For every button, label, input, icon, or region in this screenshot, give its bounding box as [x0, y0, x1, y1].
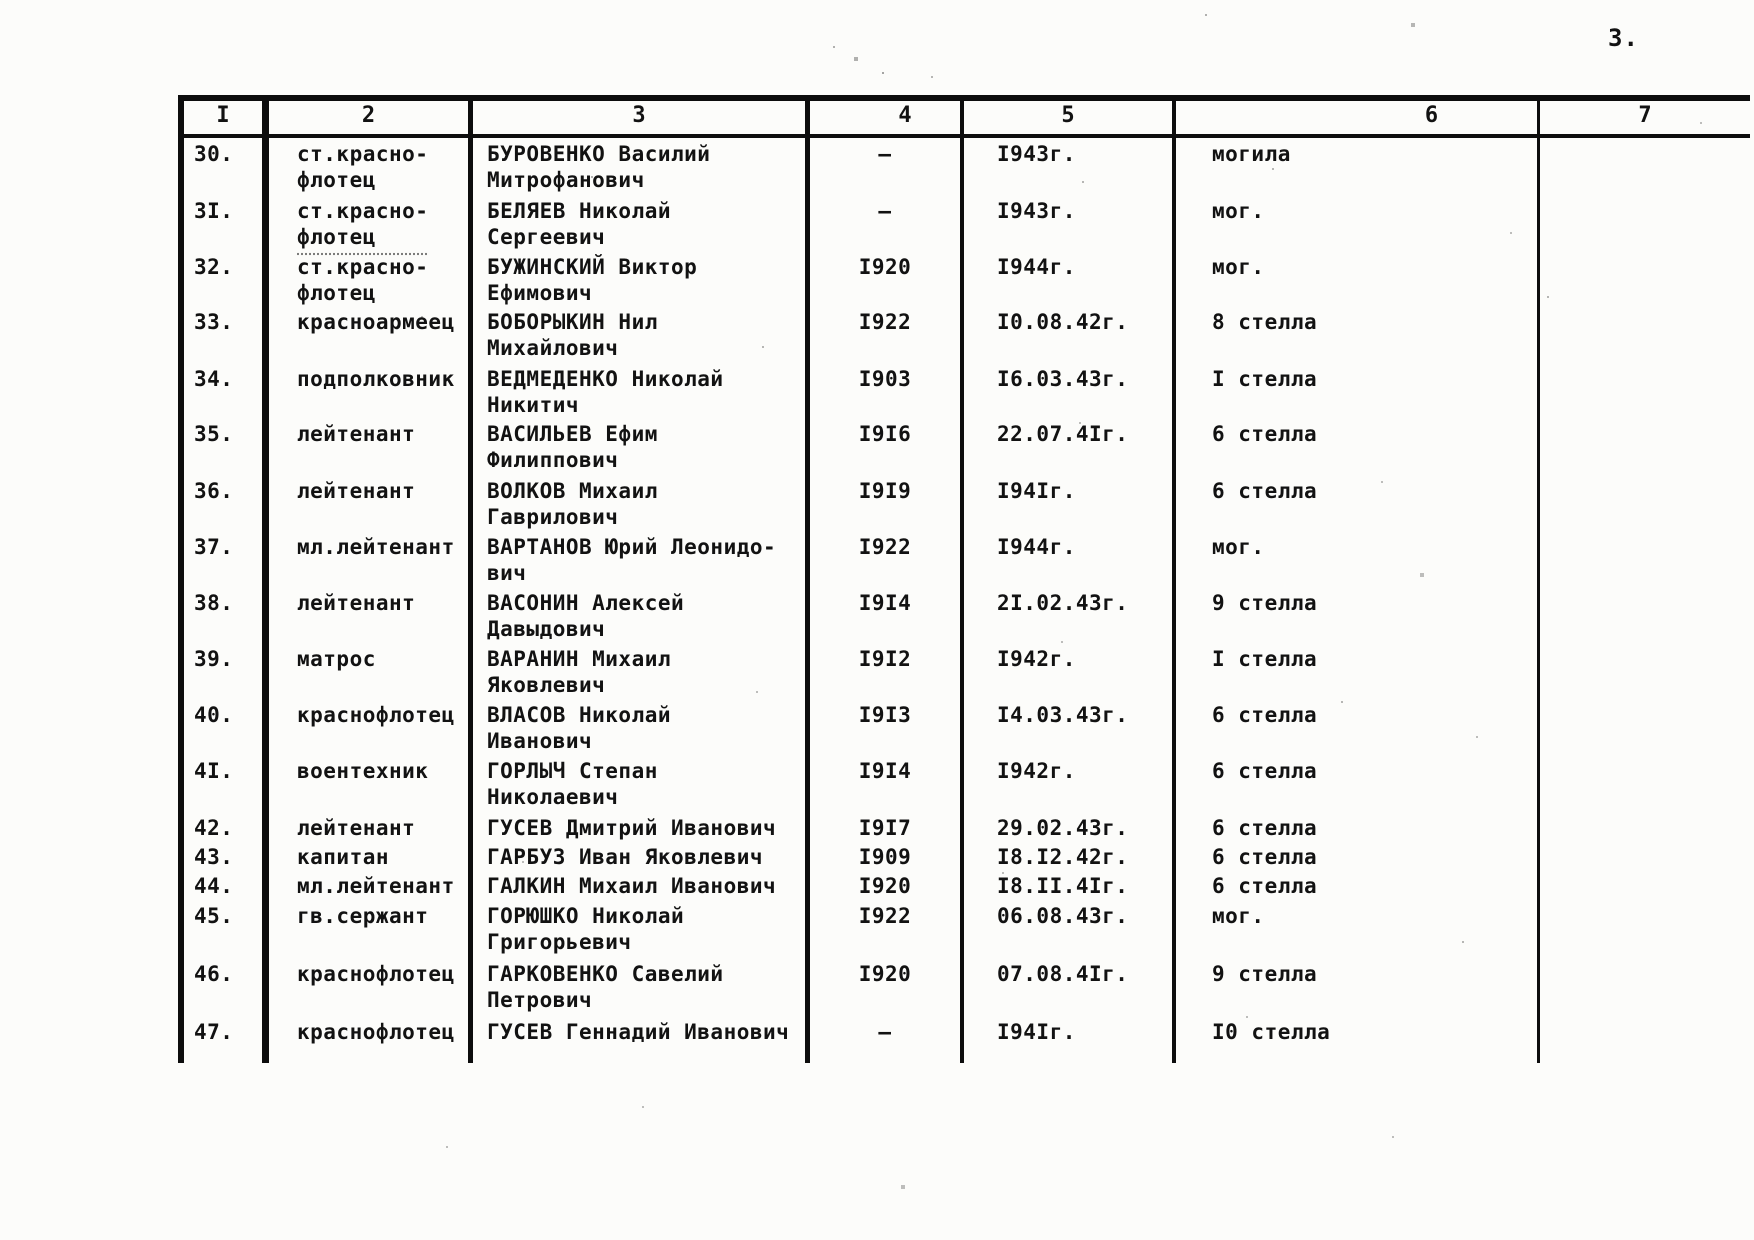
- cell-note: [1537, 251, 1750, 306]
- column-header-2: 2: [262, 101, 468, 134]
- cell-rank: лейтенант: [262, 812, 468, 841]
- table-row: [178, 643, 1750, 699]
- cell-number: 40.: [178, 699, 262, 755]
- cell-note: [1537, 306, 1750, 363]
- cell-note: [1537, 812, 1750, 841]
- cell-grave: I0 стелла: [1172, 1016, 1537, 1063]
- cell-number: 43.: [178, 841, 262, 870]
- cell-grave: 6 стелла: [1172, 841, 1537, 870]
- cell-birth-year: –: [805, 1016, 960, 1063]
- cell-death-date: I0.08.42г.: [960, 306, 1172, 363]
- cell-birth-year: I922: [805, 306, 960, 363]
- table-body: [178, 138, 1750, 1063]
- cell-death-date: I943г.: [960, 195, 1172, 251]
- cell-rank: капитан: [262, 841, 468, 870]
- cell-birth-year: I9I4: [805, 755, 960, 812]
- cell-note: [1537, 587, 1750, 643]
- cell-rank: краснофлотец: [262, 1016, 468, 1063]
- cell-death-date: 22.07.4Iг.: [960, 418, 1172, 475]
- cell-name: ГУСЕВ Геннадий Иванович: [468, 1016, 805, 1063]
- cell-birth-year: I9I6: [805, 418, 960, 475]
- table-row: [178, 900, 1750, 958]
- column-header-3: 3: [468, 101, 805, 134]
- cell-grave: 6 стелла: [1172, 812, 1537, 841]
- cell-note: [1537, 531, 1750, 587]
- cell-birth-year: –: [805, 195, 960, 251]
- cell-death-date: 06.08.43г.: [960, 900, 1172, 958]
- cell-note: [1537, 475, 1750, 531]
- cell-name: ГАРКОВЕНКО Савелий Петрович: [468, 958, 805, 1016]
- cell-rank: воентехник: [262, 755, 468, 812]
- cell-birth-year: I9I4: [805, 587, 960, 643]
- cell-rank: лейтенант: [262, 475, 468, 531]
- cell-rank: краснофлотец: [262, 699, 468, 755]
- cell-rank: ст.красно- флотец: [262, 251, 468, 306]
- cell-rank: красноармеец: [262, 306, 468, 363]
- cell-grave: мог.: [1172, 195, 1537, 251]
- cell-rank: ст.красно- флотец: [262, 138, 468, 195]
- cell-number: 30.: [178, 138, 262, 195]
- cell-name: ГОРЛЫЧ Степан Николаевич: [468, 755, 805, 812]
- cell-number: 3I.: [178, 195, 262, 251]
- cell-birth-year: I9I9: [805, 475, 960, 531]
- cell-number: 36.: [178, 475, 262, 531]
- table-row: [178, 418, 1750, 475]
- cell-rank: краснофлотец: [262, 958, 468, 1016]
- table-row: [178, 138, 1750, 195]
- cell-grave: 9 стелла: [1172, 958, 1537, 1016]
- cell-birth-year: I9I7: [805, 812, 960, 841]
- cell-name: ГАЛКИН Михаил Иванович: [468, 870, 805, 900]
- cell-grave: 6 стелла: [1172, 418, 1537, 475]
- cell-number: 33.: [178, 306, 262, 363]
- table-row: [178, 195, 1750, 251]
- cell-grave: мог.: [1172, 531, 1537, 587]
- cell-rank: ст.красно- флотец: [262, 195, 468, 251]
- cell-rank: лейтенант: [262, 587, 468, 643]
- column-header-4: 4: [805, 101, 960, 134]
- column-header-6: 6: [1172, 101, 1537, 134]
- cell-birth-year: I920: [805, 251, 960, 306]
- table-row: [178, 812, 1750, 841]
- cell-number: 39.: [178, 643, 262, 699]
- cell-note: [1537, 1016, 1750, 1063]
- table-row: [178, 841, 1750, 870]
- cell-rank: гв.сержант: [262, 900, 468, 958]
- cell-death-date: I8.II.4Iг.: [960, 870, 1172, 900]
- cell-note: [1537, 363, 1750, 418]
- cell-number: 32.: [178, 251, 262, 306]
- cell-death-date: I94Iг.: [960, 1016, 1172, 1063]
- cell-name: ВАРТАНОВ Юрий Леонидо- вич: [468, 531, 805, 587]
- table-row: [178, 699, 1750, 755]
- cell-birth-year: I920: [805, 870, 960, 900]
- column-header-1: I: [178, 101, 262, 134]
- cell-name: ВАРАНИН Михаил Яковлевич: [468, 643, 805, 699]
- cell-death-date: I8.I2.42г.: [960, 841, 1172, 870]
- cell-grave: 9 стелла: [1172, 587, 1537, 643]
- cell-birth-year: I922: [805, 531, 960, 587]
- table-row: [178, 251, 1750, 306]
- cell-death-date: I944г.: [960, 531, 1172, 587]
- cell-birth-year: I922: [805, 900, 960, 958]
- cell-name: ВЕДМЕДЕНКО Николай Никитич: [468, 363, 805, 418]
- cell-grave: могила: [1172, 138, 1537, 195]
- cell-note: [1537, 138, 1750, 195]
- cell-name: БЕЛЯЕВ Николай Сергеевич: [468, 195, 805, 251]
- cell-name: БОБОРЫКИН Нил Михайлович: [468, 306, 805, 363]
- cell-note: [1537, 643, 1750, 699]
- cell-rank: мл.лейтенант: [262, 870, 468, 900]
- cell-grave: мог.: [1172, 251, 1537, 306]
- cell-death-date: 2I.02.43г.: [960, 587, 1172, 643]
- cell-death-date: I94Iг.: [960, 475, 1172, 531]
- cell-number: 4I.: [178, 755, 262, 812]
- cell-name: ВАСОНИН Алексей Давыдович: [468, 587, 805, 643]
- cell-death-date: I4.03.43г.: [960, 699, 1172, 755]
- page-number: 3.: [1608, 24, 1639, 52]
- cell-death-date: I943г.: [960, 138, 1172, 195]
- cell-rank: мл.лейтенант: [262, 531, 468, 587]
- cell-name: ГАРБУЗ Иван Яковлевич: [468, 841, 805, 870]
- cell-note: [1537, 195, 1750, 251]
- cell-note: [1537, 841, 1750, 870]
- cell-note: [1537, 418, 1750, 475]
- cell-note: [1537, 870, 1750, 900]
- cell-grave: мог.: [1172, 900, 1537, 958]
- cell-name: ГОРЮШКО Николай Григорьевич: [468, 900, 805, 958]
- casualty-table: [178, 95, 1750, 1063]
- cell-note: [1537, 755, 1750, 812]
- cell-grave: I стелла: [1172, 643, 1537, 699]
- cell-name: БУРОВЕНКО Василий Митрофанович: [468, 138, 805, 195]
- table-row: [178, 363, 1750, 418]
- cell-rank: матрос: [262, 643, 468, 699]
- table-header-row: [178, 101, 1750, 138]
- cell-birth-year: I9I2: [805, 643, 960, 699]
- cell-birth-year: I920: [805, 958, 960, 1016]
- cell-death-date: I6.03.43г.: [960, 363, 1172, 418]
- cell-number: 42.: [178, 812, 262, 841]
- table-row: [178, 306, 1750, 363]
- cell-rank: подполковник: [262, 363, 468, 418]
- cell-number: 35.: [178, 418, 262, 475]
- cell-grave: 6 стелла: [1172, 475, 1537, 531]
- cell-grave: I стелла: [1172, 363, 1537, 418]
- cell-number: 45.: [178, 900, 262, 958]
- scan-noise: [0, 0, 2, 2]
- column-header-7: 7: [1537, 101, 1750, 134]
- table-row: [178, 1016, 1750, 1063]
- cell-grave: 8 стелла: [1172, 306, 1537, 363]
- cell-name: БУЖИНСКИЙ Виктор Ефимович: [468, 251, 805, 306]
- cell-birth-year: –: [805, 138, 960, 195]
- table-row: [178, 475, 1750, 531]
- cell-name: ВАСИЛЬЕВ Ефим Филиппович: [468, 418, 805, 475]
- cell-name: ВОЛКОВ Михаил Гаврилович: [468, 475, 805, 531]
- cell-death-date: I944г.: [960, 251, 1172, 306]
- table-row: [178, 531, 1750, 587]
- cell-number: 37.: [178, 531, 262, 587]
- cell-grave: 6 стелла: [1172, 755, 1537, 812]
- cell-name: ВЛАСОВ Николай Иванович: [468, 699, 805, 755]
- cell-number: 38.: [178, 587, 262, 643]
- table-row: [178, 870, 1750, 900]
- table-row: [178, 755, 1750, 812]
- cell-note: [1537, 958, 1750, 1016]
- column-header-5: 5: [960, 101, 1172, 134]
- cell-grave: 6 стелла: [1172, 870, 1537, 900]
- cell-grave: 6 стелла: [1172, 699, 1537, 755]
- table-row: [178, 958, 1750, 1016]
- cell-number: 44.: [178, 870, 262, 900]
- cell-death-date: 07.08.4Iг.: [960, 958, 1172, 1016]
- cell-number: 34.: [178, 363, 262, 418]
- cell-note: [1537, 699, 1750, 755]
- table-row: [178, 587, 1750, 643]
- cell-death-date: I942г.: [960, 755, 1172, 812]
- cell-rank: лейтенант: [262, 418, 468, 475]
- cell-birth-year: I9I3: [805, 699, 960, 755]
- cell-note: [1537, 900, 1750, 958]
- cell-death-date: I942г.: [960, 643, 1172, 699]
- cell-birth-year: I909: [805, 841, 960, 870]
- cell-birth-year: I903: [805, 363, 960, 418]
- cell-number: 46.: [178, 958, 262, 1016]
- cell-number: 47.: [178, 1016, 262, 1063]
- cell-name: ГУСЕВ Дмитрий Иванович: [468, 812, 805, 841]
- cell-death-date: 29.02.43г.: [960, 812, 1172, 841]
